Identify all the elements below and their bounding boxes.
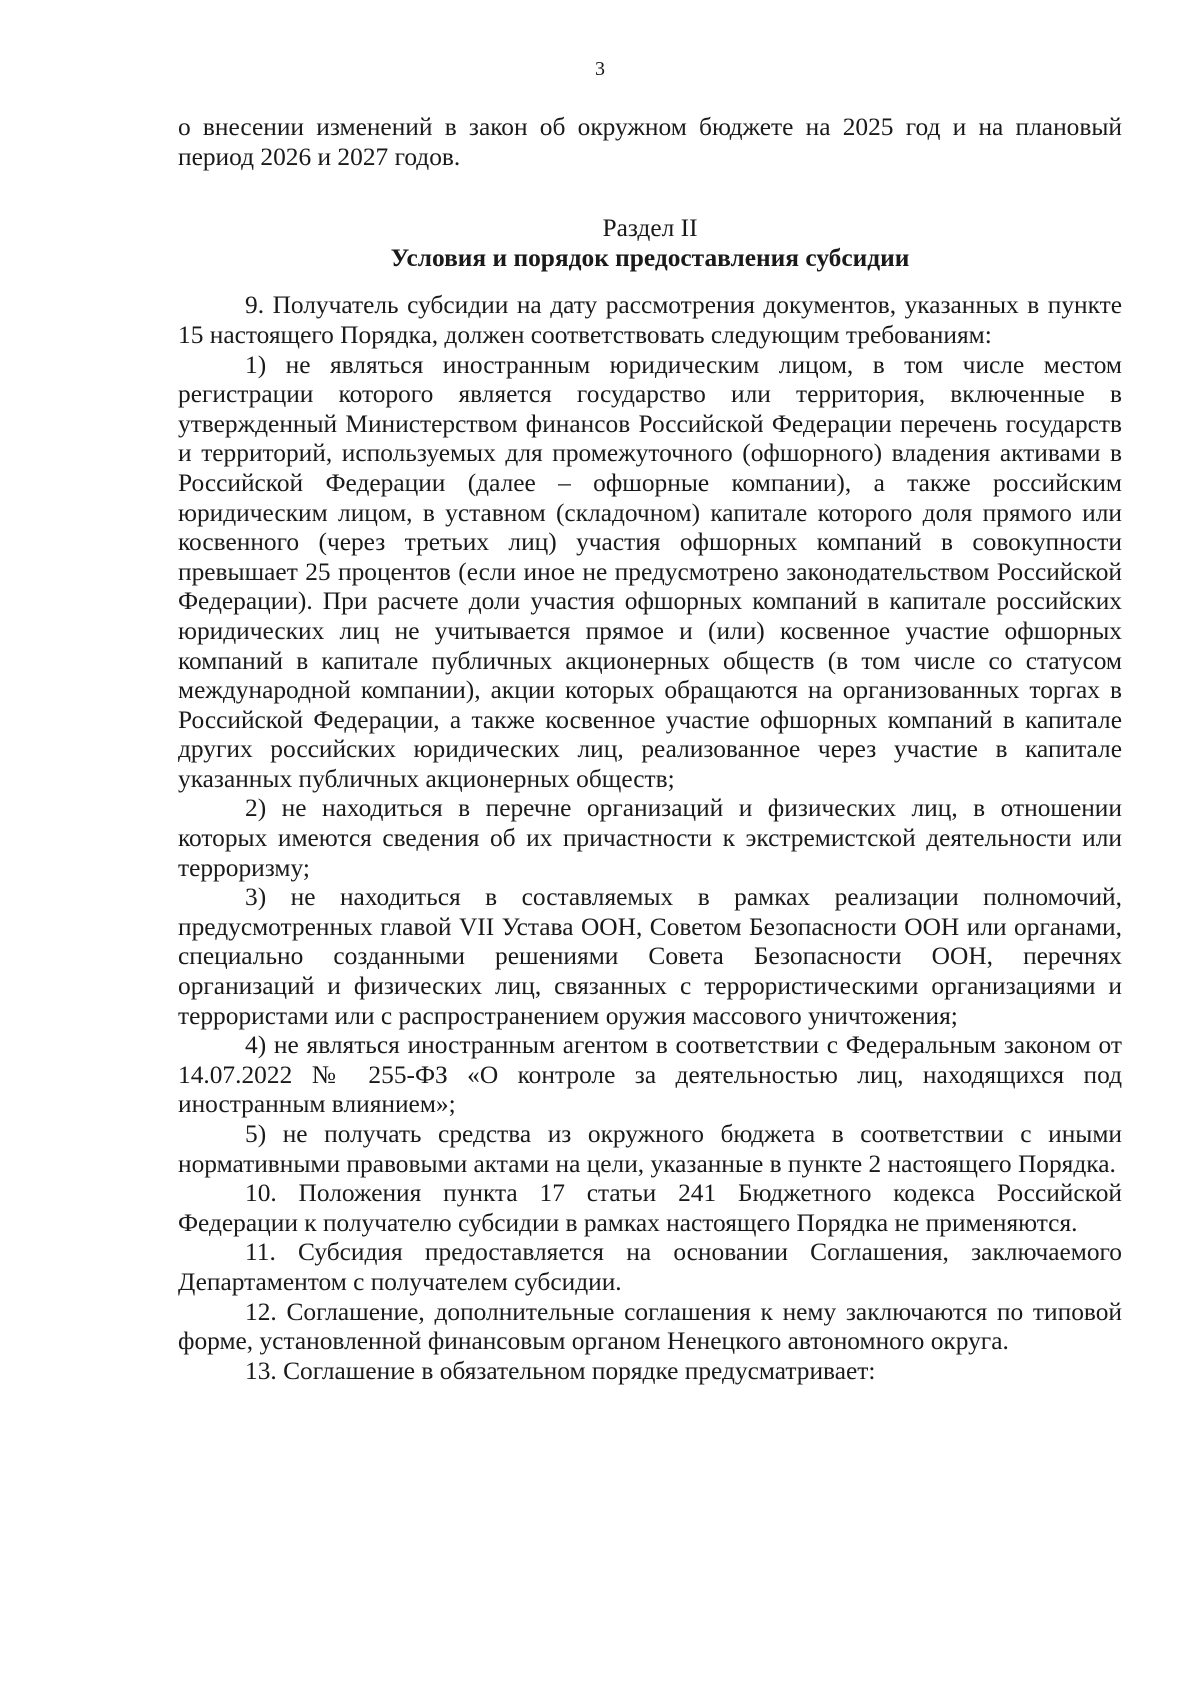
paragraph-9-item-2: 2) не находиться в перечне организаций и физических лиц, в отношении которых имеются сведения об их причастности к экстремистской деятельности или терроризму;: [178, 794, 1122, 882]
paragraph-10: 10. Положения пункта 17 статьи 241 Бюджетного кодекса Российской Федерации к получателю субсидии в рамках настоящего Порядка не применяются.: [178, 1179, 1122, 1237]
document-body: [178, 113, 1122, 1386]
intro-line-2: период 2026 и 2027 годов.: [178, 142, 461, 171]
paragraph-9-item-3: 3) не находиться в составляемых в рамках реализации полномочий, предусмотренных главой VII Устава ООН, Советом Безопасности ООН или органами, специально созданными решениями Совета Безопасности ООН, перечнях организаций и физических лиц, связанных с террористическими организациями и террористами или с распространением оружия массового уничтожения;: [178, 883, 1122, 1030]
section-heading: [178, 214, 1122, 273]
paragraph-11: 11. Субсидия предоставляется на основании Соглашения, заключаемого Департаментом с получателем субсидии.: [178, 1238, 1122, 1296]
page-number: 3: [595, 58, 605, 80]
paragraph-13: 13. Соглашение в обязательном порядке предусматривает:: [245, 1356, 876, 1385]
paragraph-12: 12. Соглашение, дополнительные соглашения к нему заключаются по типовой форме, установленной финансовым органом Ненецкого автономного округа.: [178, 1297, 1122, 1356]
paragraph-9: 9. Получатель субсидии на дату рассмотрения документов, указанных в пункте 15 настоящего Порядка, должен соответствовать следующим требованиям:: [178, 291, 1122, 349]
paragraph-9-item-1: 1) не являться иностранным юридическим лицом, в том числе местом регистрации которого является государство или территория, включенные в утвержденный Министерством финансов Российской Федерации перечень государств и территорий, используемых для промежуточного (офшорного) владения активами в Российской Федерации (далее – офшорные компании), а также российским юридическим лицом, в уставном (складочном) капитале которого доля прямого или косвенного (через третьих лиц) участия офшорных компаний в совокупности превышает 25 процентов (если иное не предусмотрено законодательством Российской Федерации). При расчете доли участия офшорных компаний в капитале российских юридических лиц не учитывается прямое и (или) косвенное участие офшорных компаний в капитале публичных акционерных обществ (в том числе со статусом международной компании), акции которых обращаются на организованных торгах в Российской Федерации, а также косвенное участие офшорных компаний в капитале других российских юридических лиц, реализованное через участие в капитале указанных публичных акционерных обществ;: [178, 350, 1122, 793]
paragraph-9-item-5: 5) не получать средства из окружного бюджета в соответствии с иными нормативными правовыми актами на цели, указанные в пункте 2 настоящего Порядка.: [178, 1120, 1122, 1178]
section-number: Раздел II: [602, 214, 698, 243]
intro-line-1: о внесении изменений в закон об окружном бюджете на 2025 год и на плановый: [178, 113, 1122, 141]
section-title: Условия и порядок предоставления субсидии: [390, 243, 910, 272]
paragraph-9-item-4: 4) не являться иностранным агентом в соответствии с Федеральным законом от 14.07.2022 № 255-ФЗ «О контроле за деятельностью лиц, находящихся под иностранным влиянием»;: [178, 1031, 1122, 1119]
